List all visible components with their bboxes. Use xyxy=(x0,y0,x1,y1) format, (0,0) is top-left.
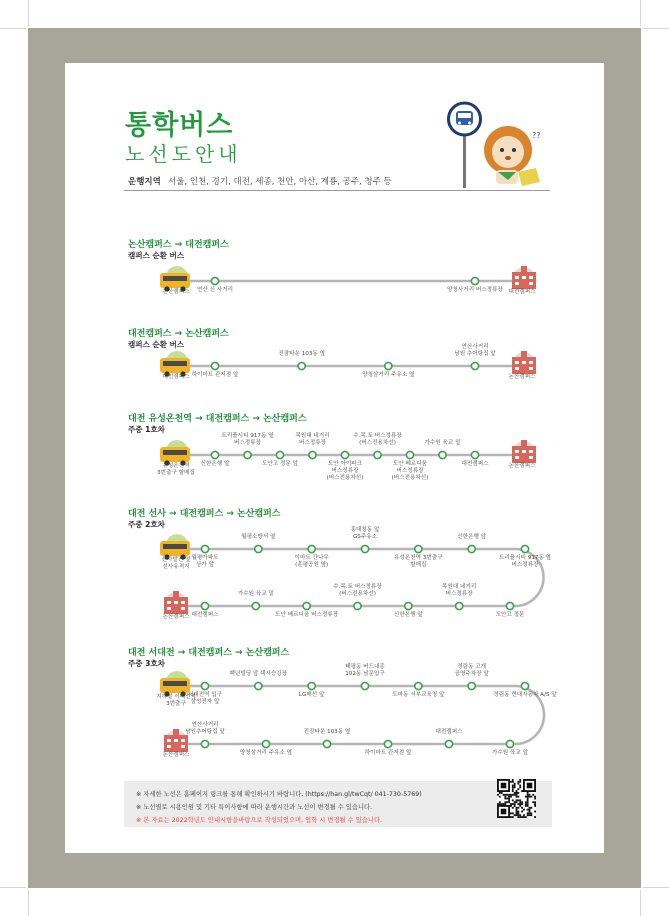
stop-node xyxy=(201,740,208,747)
stop-label: 대전캠퍼스 xyxy=(461,461,489,467)
route-title: 대전 선사 → 대전캠퍼스 → 논산캠퍼스 xyxy=(128,509,281,519)
stop-label: 도안 베르디움 버스정류장 xyxy=(275,612,339,618)
note-3: ※ 본 자료는 2022학년도 안내시항을바탕으로 작성되었으며, 입학 시 변경될 수 있습니다. xyxy=(136,817,383,824)
stop-label: 월평소방서 옆 xyxy=(241,534,276,540)
stop-node xyxy=(384,740,391,747)
stop-label: 도마동 서부교육청 앞 xyxy=(392,692,445,698)
page-title: 통학버스 xyxy=(125,110,234,141)
route-start-label: 대전캠퍼스 xyxy=(162,374,190,380)
stop-label: 양청삼거리 주유소 옆 xyxy=(239,750,293,756)
stop-label: 서대전역 입구 삼성전자 앞 xyxy=(187,692,223,705)
stop-label: 정림동 고개 공영주차장 앞 xyxy=(454,664,489,677)
stop-label: 도안 아이파크 버스정류장 (버스전용차선) xyxy=(326,461,364,481)
stop-label: LG매선 앞 xyxy=(298,692,325,698)
route-end-label: 논산캠퍼스 xyxy=(508,374,536,380)
svg-text:??: ?? xyxy=(532,131,541,140)
stop-label: 목원대 네거리 버스정류장 xyxy=(442,584,477,597)
route-end-label: 대전캠퍼스 xyxy=(508,289,536,295)
route-start-label: 선사발전 옆 선사유적지 xyxy=(161,557,191,570)
stop-label: 가수원 육교 밑 xyxy=(424,440,461,446)
stop-label: 수.목.토 버스정류장 (버스전용차선) xyxy=(333,584,382,597)
stop-label: 수.목.토 버스정류장 (버스전용차선) xyxy=(353,433,402,446)
stop-node xyxy=(506,740,513,747)
region-value: 서울, 인천, 경기, 대전, 세종, 천안, 아산, 계룡, 공주, 청주 등 xyxy=(168,177,392,187)
stop-label: 백년빌딩 앞 택시승강장 xyxy=(229,671,288,677)
stop-node xyxy=(308,682,315,689)
stop-label: 신한은행 앞 xyxy=(200,461,230,467)
route-end-label: 논산캠퍼스 xyxy=(162,752,190,758)
stop-label: 양청사거리 버스정류장 xyxy=(447,287,503,293)
route-title: 대전 유성온천역 → 대전캠퍼스 → 논산캠퍼스 xyxy=(128,414,307,424)
stop-label: 가수원 육교 밑 xyxy=(237,591,274,597)
stop-label: 하이마트 관저점 앞 xyxy=(364,750,412,756)
route-title: 대전 서대전 → 대전캠퍼스 → 논산캠퍼스 xyxy=(128,648,290,658)
route-title: 논산캠퍼스 → 대전캠퍼스 xyxy=(128,240,229,250)
stop-label: 신한은행 앞 xyxy=(393,612,423,618)
stop-node xyxy=(201,682,208,689)
stop-label: 목원대 네거리 버스정류장 xyxy=(295,433,330,446)
qr-code-icon[interactable] xyxy=(497,779,536,818)
stop-label: 정림동 현대자동차 A/S 앞 xyxy=(493,692,557,698)
note-2: ※ 노선별로 시용인원 및 기타 특이사항에 따라 운행시간과 노선이 변경될 수 있습니다. xyxy=(136,804,373,811)
stop-label: 하이마트 관저점 앞 xyxy=(191,372,239,378)
region-label: 운행지역 xyxy=(128,177,161,187)
route-subtitle: 주중 2호차 xyxy=(128,520,165,529)
stop-label: 도안고 정문 xyxy=(495,612,525,618)
stop-label: 진잠타운 103동 옆 xyxy=(303,729,351,735)
note-1: ※ 자세한 노선은 홈페이지 링크를 통해 확인하시기 바랍니다. (https://han.gl/twCqt/ 041-730-5769) xyxy=(136,791,422,798)
stop-label: 대전캠퍼스 xyxy=(435,729,463,735)
stop-label: 대전캠퍼스 xyxy=(191,612,219,618)
route-subtitle: 캠퍼스 순환 버스 xyxy=(128,340,184,349)
stop-label: 연산사거리 남원추어탕집 앞 xyxy=(185,722,225,735)
stop-node xyxy=(521,682,528,689)
stop-label: 유성온천역 3번출구 할매집 xyxy=(394,555,443,568)
route-start-label: 지하철 서대전역 3번출구 xyxy=(156,694,196,707)
route-end-label: 논산캠퍼스 xyxy=(162,614,190,620)
stop-label: 도안 베르디움 버스정류장 (버스전용차선) xyxy=(391,461,429,481)
stop-node xyxy=(361,682,368,689)
stop-label: 연산 신 사거리 xyxy=(197,287,233,293)
stop-label: 트리플시티 917동 옆 버스정류장 xyxy=(221,433,274,446)
stop-node xyxy=(262,740,269,747)
route-end-label: 논산캠퍼스 xyxy=(508,463,536,469)
route-subtitle: 캠퍼스 순환 버스 xyxy=(128,251,184,260)
route-start-label: 논산캠퍼스 xyxy=(162,289,190,295)
stop-label: 진잠타운 103동 옆 xyxy=(278,351,325,357)
stop-label: 가수원 육교 앞 xyxy=(492,750,528,756)
stop-node xyxy=(255,682,262,689)
stop-label: 트리플시티 917동 옆 버스정류장 xyxy=(498,555,552,568)
stop-label: 홍대칭동 앞 GS주유소 xyxy=(350,527,380,540)
page-subtitle: 노선도안내 xyxy=(125,142,242,166)
stop-label: 이마트 간나무 (훈평공원 옆) xyxy=(294,555,329,568)
stop-node xyxy=(415,682,422,689)
stop-label: 연산사거리 남원 추어탕집 앞 xyxy=(454,344,496,357)
stop-node xyxy=(445,740,452,747)
route-subtitle: 주중 3호차 xyxy=(128,659,165,668)
stop-label: 신한은행 앞 xyxy=(457,534,487,540)
stop-label: 태평동 버드내종 102동 남문입구 xyxy=(345,664,385,677)
route-subtitle: 주중 1호차 xyxy=(128,425,165,434)
stop-label: 양청삼거리 주유소 옆 xyxy=(362,372,415,378)
stop-node xyxy=(468,682,475,689)
stop-node xyxy=(323,740,330,747)
notes-box xyxy=(124,781,552,827)
route-start-label: 유성온천역 3번출구 할매집 xyxy=(157,463,195,476)
stop-label: 도안고 정문 앞 xyxy=(262,461,298,467)
stop-label: 월평아파트 상가 앞 xyxy=(191,555,219,568)
route-title: 대전캠퍼스 → 논산캠퍼스 xyxy=(128,329,229,339)
